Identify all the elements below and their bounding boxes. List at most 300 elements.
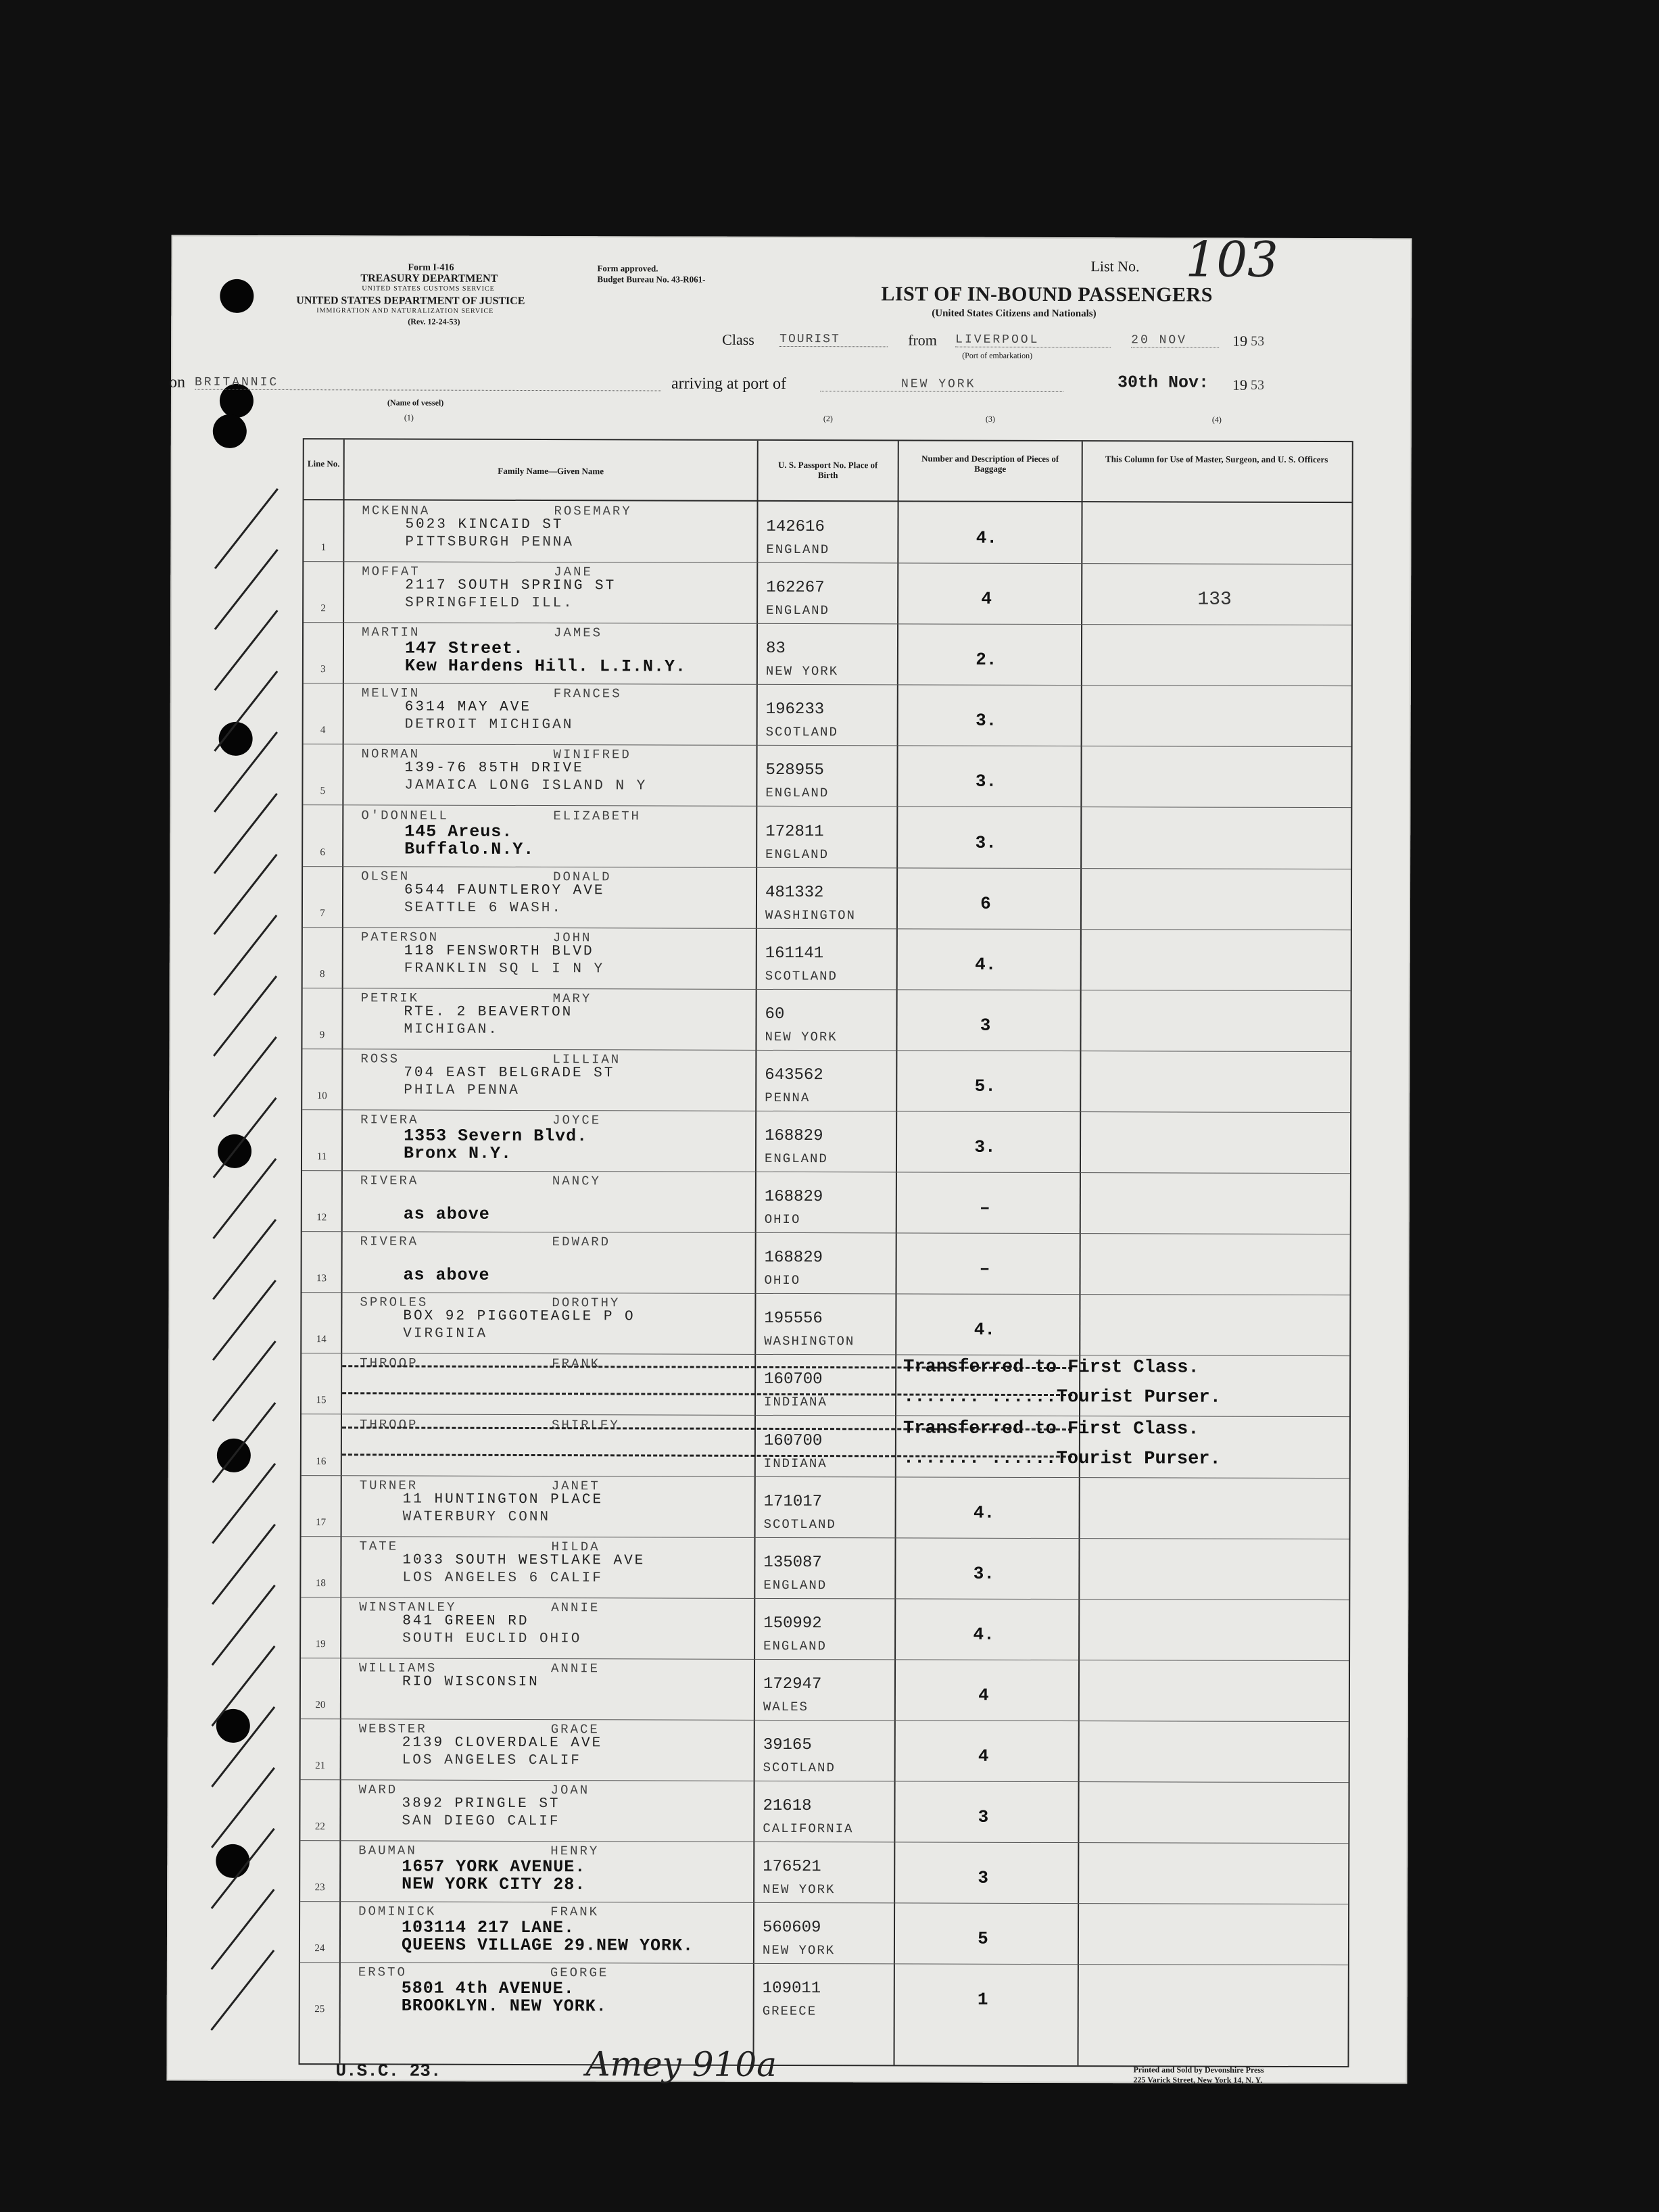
baggage-count: 4. — [973, 1624, 994, 1645]
passenger-table — [298, 438, 1353, 2067]
baggage-count: 4. — [973, 1502, 995, 1523]
officer-note — [1080, 1137, 1347, 1138]
place-of-birth: SCOTLAND — [763, 1760, 836, 1776]
passport-number: 176521 — [763, 1858, 821, 1877]
check-mark — [213, 1036, 277, 1117]
address-line1: 147 Street. — [404, 638, 525, 659]
family-name: DOMINICK — [358, 1904, 437, 1919]
family-name: PETRIK — [360, 990, 420, 1006]
address-line2: NEW YORK CITY 28. — [402, 1874, 586, 1895]
baggage-count: 3. — [974, 1136, 996, 1157]
address-line1: 6544 FAUNTLEROY AVE — [404, 882, 605, 898]
punch-hole — [216, 1844, 249, 1878]
address-line1: RIO WISCONSIN — [402, 1674, 539, 1690]
baggage-count: 3 — [980, 1015, 991, 1036]
customs-service: UNITED STATES CUSTOMS SERVICE — [362, 285, 495, 293]
address-line1: 3892 PRINGLE ST — [402, 1796, 560, 1812]
family-name: SPROLES — [360, 1295, 429, 1310]
address-line2: SAN DIEGO CALIF — [402, 1813, 560, 1830]
budget-bureau: Budget Bureau No. 43-R061- — [597, 274, 706, 285]
address-line2: LOS ANGELES 6 CALIF — [402, 1570, 603, 1586]
family-name: RIVERA — [360, 1173, 419, 1188]
passport-number: 142616 — [766, 517, 825, 537]
officer-note: 133 — [1197, 589, 1232, 610]
treasury-dept: TREASURY DEPARTMENT — [360, 272, 498, 285]
address-line1: 841 GREEN RD — [402, 1613, 529, 1629]
given-name: MARY — [552, 990, 592, 1007]
check-mark — [212, 1524, 276, 1605]
table-row — [302, 1232, 1349, 1295]
table-row — [301, 1720, 1349, 1783]
table-row — [302, 1293, 1349, 1356]
address-line2: as above — [403, 1204, 490, 1224]
usc-code: U.S.C. 23. — [335, 2061, 441, 2082]
place-of-birth: WASHINGTON — [765, 907, 857, 923]
given-name: WINIFRED — [553, 747, 631, 763]
officer-note — [1079, 1503, 1346, 1504]
passport-number: 481332 — [765, 883, 824, 902]
passport-number: 168829 — [764, 1187, 823, 1207]
line-number: 23 — [314, 1882, 325, 1894]
given-name: ANNIE — [551, 1600, 600, 1616]
purser-note: ....... ......Tourist Purser. — [903, 1387, 1222, 1409]
address-line2: Buffalo.N.Y. — [404, 839, 535, 859]
line-number: 22 — [314, 1821, 325, 1833]
address-line2: DETROIT MICHIGAN — [404, 717, 574, 734]
arriving-label: arriving at port of — [671, 375, 786, 393]
col-num-3: (3) — [985, 414, 995, 424]
baggage-count: 4. — [976, 527, 998, 548]
address-line1: 6314 MAY AVE — [404, 699, 532, 716]
given-name: HILDA — [551, 1539, 600, 1554]
place-of-birth: ENGLAND — [765, 846, 830, 862]
table-row — [301, 1659, 1349, 1722]
given-name: GEORGE — [550, 1965, 609, 1981]
address-line1: 103114 217 LANE. — [401, 1917, 575, 1938]
baggage-count: 1 — [977, 1990, 988, 2011]
line-number: 8 — [319, 968, 325, 980]
address-line1: RTE. 2 BEAVERTON — [404, 1004, 573, 1020]
passport-number: 160700 — [764, 1370, 823, 1389]
embarkation-port: LIVERPOOL — [955, 333, 1111, 348]
table-row — [303, 867, 1351, 930]
table-row — [302, 1111, 1350, 1174]
officer-note — [1081, 528, 1348, 529]
revision: (Rev. 12-24-53) — [408, 316, 460, 327]
table-row — [302, 1476, 1349, 1539]
family-name: MCKENNA — [362, 503, 431, 519]
check-mark — [211, 1767, 275, 1848]
printer-line2: 225 Varick Street, New York 14, N. Y. — [1133, 2075, 1263, 2085]
officer-note — [1078, 1685, 1345, 1686]
check-mark — [212, 1341, 276, 1422]
address-line2: FRANKLIN SQ L I N Y — [404, 961, 605, 977]
check-mark — [211, 1889, 275, 1970]
passport-number: 196233 — [765, 700, 825, 719]
family-name: THROOP — [359, 1416, 418, 1433]
line-number: 10 — [316, 1090, 327, 1102]
table-row — [302, 1355, 1349, 1418]
table-row — [300, 1842, 1348, 1904]
address-line2: PHILA PENNA — [404, 1082, 520, 1099]
line-number: 19 — [315, 1638, 326, 1650]
place-of-birth: ENGLAND — [766, 603, 830, 619]
address-line2: WATERBURY CONN — [402, 1509, 551, 1525]
passport-number: 172811 — [765, 822, 824, 841]
officer-note — [1079, 1381, 1346, 1382]
line-number: 11 — [316, 1151, 327, 1163]
given-name: ANNIE — [550, 1660, 600, 1677]
table-row — [300, 1902, 1348, 1965]
given-name: FRANK — [552, 1356, 601, 1372]
check-mark — [212, 1463, 276, 1544]
address-line1: 11 HUNTINGTON PLACE — [402, 1491, 604, 1508]
line-number: 6 — [320, 846, 325, 858]
arrival-date: 30th Nov: — [1117, 372, 1209, 393]
table-row — [304, 623, 1351, 686]
passport-number: 168829 — [764, 1249, 823, 1268]
header-name: Family Name—Given Name — [498, 465, 604, 477]
given-name: ELIZABETH — [553, 808, 641, 823]
place-of-birth: SCOTLAND — [763, 1516, 836, 1532]
embarkation-note: (Port of embarkation) — [962, 350, 1033, 360]
given-name: JANET — [551, 1478, 600, 1493]
passport-number: 60 — [765, 1005, 785, 1024]
check-mark — [213, 976, 277, 1057]
passport-number: 135087 — [763, 1553, 822, 1572]
check-mark — [214, 488, 279, 569]
check-mark — [214, 610, 278, 691]
address-line2: PITTSBURGH PENNA — [405, 534, 575, 551]
line-number: 5 — [320, 786, 326, 797]
family-name: BAUMAN — [358, 1843, 417, 1858]
address-line1: 118 FENSWORTH BLVD — [404, 943, 594, 959]
officer-note — [1078, 1990, 1345, 1991]
inspector-handwriting: Amey 910a — [585, 2044, 777, 2084]
passport-number: 171017 — [763, 1492, 823, 1511]
address-line2: LOS ANGELES CALIF — [402, 1752, 581, 1769]
place-of-birth: SCOTLAND — [765, 968, 838, 984]
baggage-count: 2. — [976, 649, 997, 670]
place-of-birth: ENGLAND — [763, 1577, 827, 1593]
address-line2: SEATTLE 6 WASH. — [404, 900, 563, 916]
passport-number: 160700 — [763, 1431, 823, 1450]
address-line2: SPRINGFIELD ILL. — [405, 595, 574, 612]
place-of-birth: OHIO — [764, 1211, 801, 1228]
given-name: DONALD — [553, 869, 612, 884]
passport-number: 560609 — [762, 1919, 821, 1938]
line-number: 7 — [320, 907, 325, 919]
baggage-count: 3. — [975, 832, 996, 853]
family-name: ROSS — [360, 1051, 400, 1067]
family-name: WINSTANLEY — [359, 1600, 457, 1615]
place-of-birth: INDIANA — [764, 1395, 827, 1410]
given-name: ROSEMARY — [554, 504, 632, 519]
passport-number: 162267 — [766, 579, 825, 598]
given-name: SHIRLEY — [551, 1417, 620, 1433]
justice-dept: UNITED STATES DEPARTMENT OF JUSTICE — [296, 295, 525, 307]
given-name: JAMES — [554, 625, 603, 641]
baggage-count: 3. — [976, 711, 997, 731]
baggage-count: 3. — [973, 1563, 995, 1584]
address-line2: JAMAICA LONG ISLAND N Y — [404, 777, 648, 794]
check-mark — [213, 1097, 277, 1178]
table-row — [304, 502, 1351, 564]
family-name: TATE — [359, 1539, 399, 1554]
header-officers: This Column for Use of Master, Surgeon, and U. S. Officers — [1105, 454, 1328, 465]
check-mark — [212, 1280, 276, 1361]
family-name: MELVIN — [361, 686, 420, 701]
vessel-note: (Name of vessel) — [387, 398, 444, 408]
passport-number: 21618 — [763, 1796, 812, 1816]
family-name: MOFFAT — [362, 564, 420, 579]
given-name: DOROTHY — [552, 1295, 621, 1311]
table-row — [300, 1781, 1348, 1844]
table-row — [301, 1598, 1349, 1661]
address-line1: 139-76 85TH DRIVE — [404, 760, 584, 777]
check-mark — [213, 915, 277, 996]
baggage-count: 5. — [974, 1076, 996, 1097]
baggage-count: 4. — [973, 1320, 995, 1341]
departure-date: 20 NOV — [1131, 333, 1219, 347]
passport-number: 150992 — [763, 1614, 822, 1633]
line-number: 9 — [319, 1029, 325, 1040]
family-name: OLSEN — [361, 868, 410, 884]
on-label: on — [168, 373, 186, 391]
passport-number: 528955 — [765, 761, 824, 780]
address-line2: as above — [403, 1265, 490, 1286]
table-row — [302, 1416, 1349, 1478]
place-of-birth: NEW YORK — [765, 664, 839, 679]
address-line1: 2117 SOUTH SPRING ST — [405, 577, 617, 594]
header-passport: U. S. Passport No. Place of Birth — [777, 459, 878, 481]
baggage-count — [896, 1380, 1072, 1381]
place-of-birth: GREECE — [762, 2004, 817, 2019]
passport-number: 168829 — [765, 1126, 823, 1146]
address-line1: 5023 KINCAID ST — [405, 516, 564, 533]
form-approved: Form approved. — [597, 263, 658, 274]
address-line2: BROOKLYN. NEW YORK. — [401, 1996, 607, 2017]
line-number: 15 — [316, 1395, 327, 1406]
family-name: MARTIN — [362, 625, 420, 640]
address-line1: 1033 SOUTH WESTLAKE AVE — [402, 1552, 646, 1569]
baggage-count: 4 — [978, 1685, 989, 1706]
baggage-count: – — [979, 1197, 990, 1218]
table-row — [302, 989, 1350, 1052]
address-line1: BOX 92 PIGGOTEAGLE P O — [403, 1308, 635, 1325]
place-of-birth: WALES — [763, 1699, 809, 1714]
baggage-count: 3 — [978, 1806, 989, 1827]
form-title: LIST OF IN-BOUND PASSENGERS — [881, 283, 1213, 306]
passport-number: 109011 — [762, 1979, 821, 1998]
given-name: GRACE — [550, 1722, 600, 1737]
place-of-birth: SCOTLAND — [765, 725, 838, 740]
officer-note — [1080, 833, 1347, 834]
address-line1: 5801 4th AVENUE. — [401, 1978, 575, 1999]
officer-note — [1078, 1868, 1345, 1869]
col-num-2: (2) — [823, 414, 833, 424]
officer-note — [1080, 1076, 1347, 1077]
address-line1: 704 EAST BELGRADE ST — [404, 1065, 615, 1082]
line-number: 17 — [316, 1516, 327, 1528]
place-of-birth: INDIANA — [763, 1456, 827, 1471]
officer-note — [1080, 1015, 1347, 1016]
given-name: JOHN — [552, 930, 592, 945]
class-value: TOURIST — [779, 333, 888, 347]
passport-number: 39165 — [763, 1735, 812, 1755]
passport-number: 172947 — [763, 1675, 822, 1694]
address-line1: 145 Areus. — [404, 821, 513, 842]
address-line2: Kew Hardens Hill. L.I.N.Y. — [404, 656, 687, 677]
line-number: 21 — [315, 1760, 326, 1772]
class-label: Class — [722, 331, 754, 348]
address-line1: 1353 Severn Blvd. — [404, 1126, 588, 1147]
place-of-birth: NEW YORK — [765, 1029, 838, 1044]
check-mark — [212, 1219, 276, 1300]
passport-number: 195556 — [764, 1309, 823, 1328]
table-row — [302, 1172, 1350, 1234]
family-name: WEBSTER — [358, 1721, 427, 1737]
given-name: FRANCES — [553, 686, 622, 702]
baggage-count: 5 — [978, 1929, 988, 1950]
place-of-birth: ENGLAND — [764, 1151, 828, 1167]
printer-line1: Printed and Sold by Devonshire Press — [1133, 2065, 1264, 2075]
baggage-count: 3. — [975, 771, 997, 792]
transfer-note: Transferred to First Class. — [903, 1418, 1199, 1440]
line-number: 3 — [320, 664, 326, 675]
check-mark — [214, 854, 278, 935]
immigration-service: IMMIGRATION AND NATURALIZATION SERVICE — [316, 307, 494, 315]
punch-hole — [213, 414, 247, 448]
list-number-handwritten: 103 — [1185, 231, 1279, 288]
baggage-count: 4. — [975, 954, 996, 975]
vessel-name: BRITANNIC — [195, 376, 661, 391]
officer-note — [1078, 1746, 1345, 1747]
baggage-count — [896, 1441, 1072, 1442]
family-name: PATERSON — [360, 930, 439, 945]
line-number: 2 — [320, 603, 326, 615]
table-row — [303, 746, 1351, 809]
table-row — [304, 562, 1351, 625]
line-number: 13 — [316, 1273, 327, 1284]
place-of-birth: CALIFORNIA — [763, 1821, 854, 1837]
check-mark — [212, 1402, 276, 1483]
check-mark — [210, 1950, 274, 2031]
col-num-1: (1) — [404, 412, 414, 423]
table-row — [302, 1050, 1350, 1113]
given-name: LILLIAN — [552, 1051, 621, 1067]
baggage-count: 4 — [978, 1746, 989, 1766]
check-mark — [214, 549, 279, 630]
punch-hole — [220, 279, 254, 313]
col-num-4: (4) — [1211, 414, 1222, 425]
year-prefix: 19 — [1232, 332, 1248, 350]
family-name: ERSTO — [358, 1965, 407, 1980]
address-line2: QUEENS VILLAGE 29.NEW YORK. — [401, 1935, 694, 1956]
address-line2: VIRGINIA — [403, 1326, 488, 1343]
place-of-birth: NEW YORK — [763, 1882, 836, 1898]
line-number: 4 — [320, 725, 326, 736]
line-number: 12 — [316, 1212, 327, 1224]
address-line1: 2139 CLOVERDALE AVE — [402, 1735, 603, 1752]
family-name: WARD — [358, 1782, 398, 1798]
list-number-label: List No. — [1090, 258, 1140, 275]
purser-note: ....... ......Tourist Purser. — [903, 1447, 1221, 1470]
given-name: JOYCE — [552, 1113, 602, 1128]
address-line2: SOUTH EUCLID OHIO — [402, 1631, 582, 1647]
officer-note — [1078, 1807, 1345, 1808]
form-sheet — [166, 231, 1412, 2085]
line-number: 16 — [316, 1456, 327, 1467]
place-of-birth: ENGLAND — [766, 542, 830, 558]
address-line2: Bronx N.Y. — [403, 1143, 512, 1163]
place-of-birth: NEW YORK — [762, 1943, 836, 1958]
family-name: WILLIAMS — [358, 1660, 437, 1676]
family-name: RIVERA — [360, 1112, 419, 1128]
check-mark — [214, 793, 278, 874]
family-name: O'DONNELL — [361, 807, 449, 823]
officer-note — [1080, 1198, 1347, 1199]
line-number: 25 — [314, 2004, 325, 2015]
given-name: JANE — [554, 564, 593, 580]
place-of-birth: WASHINGTON — [764, 1334, 855, 1349]
passport-number: 643562 — [765, 1065, 823, 1085]
given-name: HENRY — [550, 1844, 600, 1859]
baggage-count: 6 — [980, 893, 991, 914]
place-of-birth: ENGLAND — [765, 786, 830, 801]
from-label: from — [908, 331, 937, 349]
line-number: 1 — [320, 542, 327, 554]
arrival-port: NEW YORK — [820, 377, 1063, 392]
family-name: RIVERA — [360, 1234, 419, 1249]
baggage-count: 3 — [978, 1867, 989, 1888]
baggage-count: 4 — [981, 588, 992, 609]
passport-number: 161141 — [765, 944, 824, 963]
address-line1: 1657 YORK AVENUE. — [402, 1856, 586, 1877]
transfer-note: Transferred to First Class. — [903, 1357, 1199, 1378]
family-name: THROOP — [360, 1355, 418, 1371]
line-number: 18 — [315, 1577, 326, 1589]
year-suffix: 53 — [1250, 377, 1265, 393]
given-name: JOAN — [550, 1783, 590, 1798]
passport-number: 83 — [765, 640, 786, 658]
table-row — [301, 1537, 1349, 1600]
given-name: NANCY — [552, 1174, 601, 1189]
line-number: 14 — [316, 1334, 327, 1345]
family-name: NORMAN — [361, 746, 420, 762]
check-mark — [212, 1585, 276, 1666]
given-name: EDWARD — [552, 1234, 611, 1250]
officer-note — [1079, 1442, 1346, 1443]
check-mark — [212, 1158, 276, 1239]
table-row — [304, 684, 1351, 747]
line-number: 20 — [315, 1700, 326, 1711]
year-suffix: 53 — [1251, 333, 1265, 349]
family-name: TURNER — [359, 1477, 418, 1493]
form-number: Form I-416 — [408, 262, 454, 273]
form-subtitle: (United States Citizens and Nationals) — [932, 308, 1097, 320]
header-baggage: Number and Description of Pieces of Baggage — [921, 453, 1059, 474]
place-of-birth: ENGLAND — [763, 1638, 827, 1654]
table-row — [303, 807, 1351, 869]
line-number: 24 — [314, 1943, 325, 1954]
place-of-birth: PENNA — [765, 1090, 811, 1105]
header-line-no: Line No. — [307, 458, 340, 469]
address-line2: MICHIGAN. — [404, 1021, 499, 1038]
place-of-birth: OHIO — [764, 1273, 801, 1289]
given-name: FRANK — [550, 1904, 600, 1920]
officer-note — [1081, 772, 1348, 773]
